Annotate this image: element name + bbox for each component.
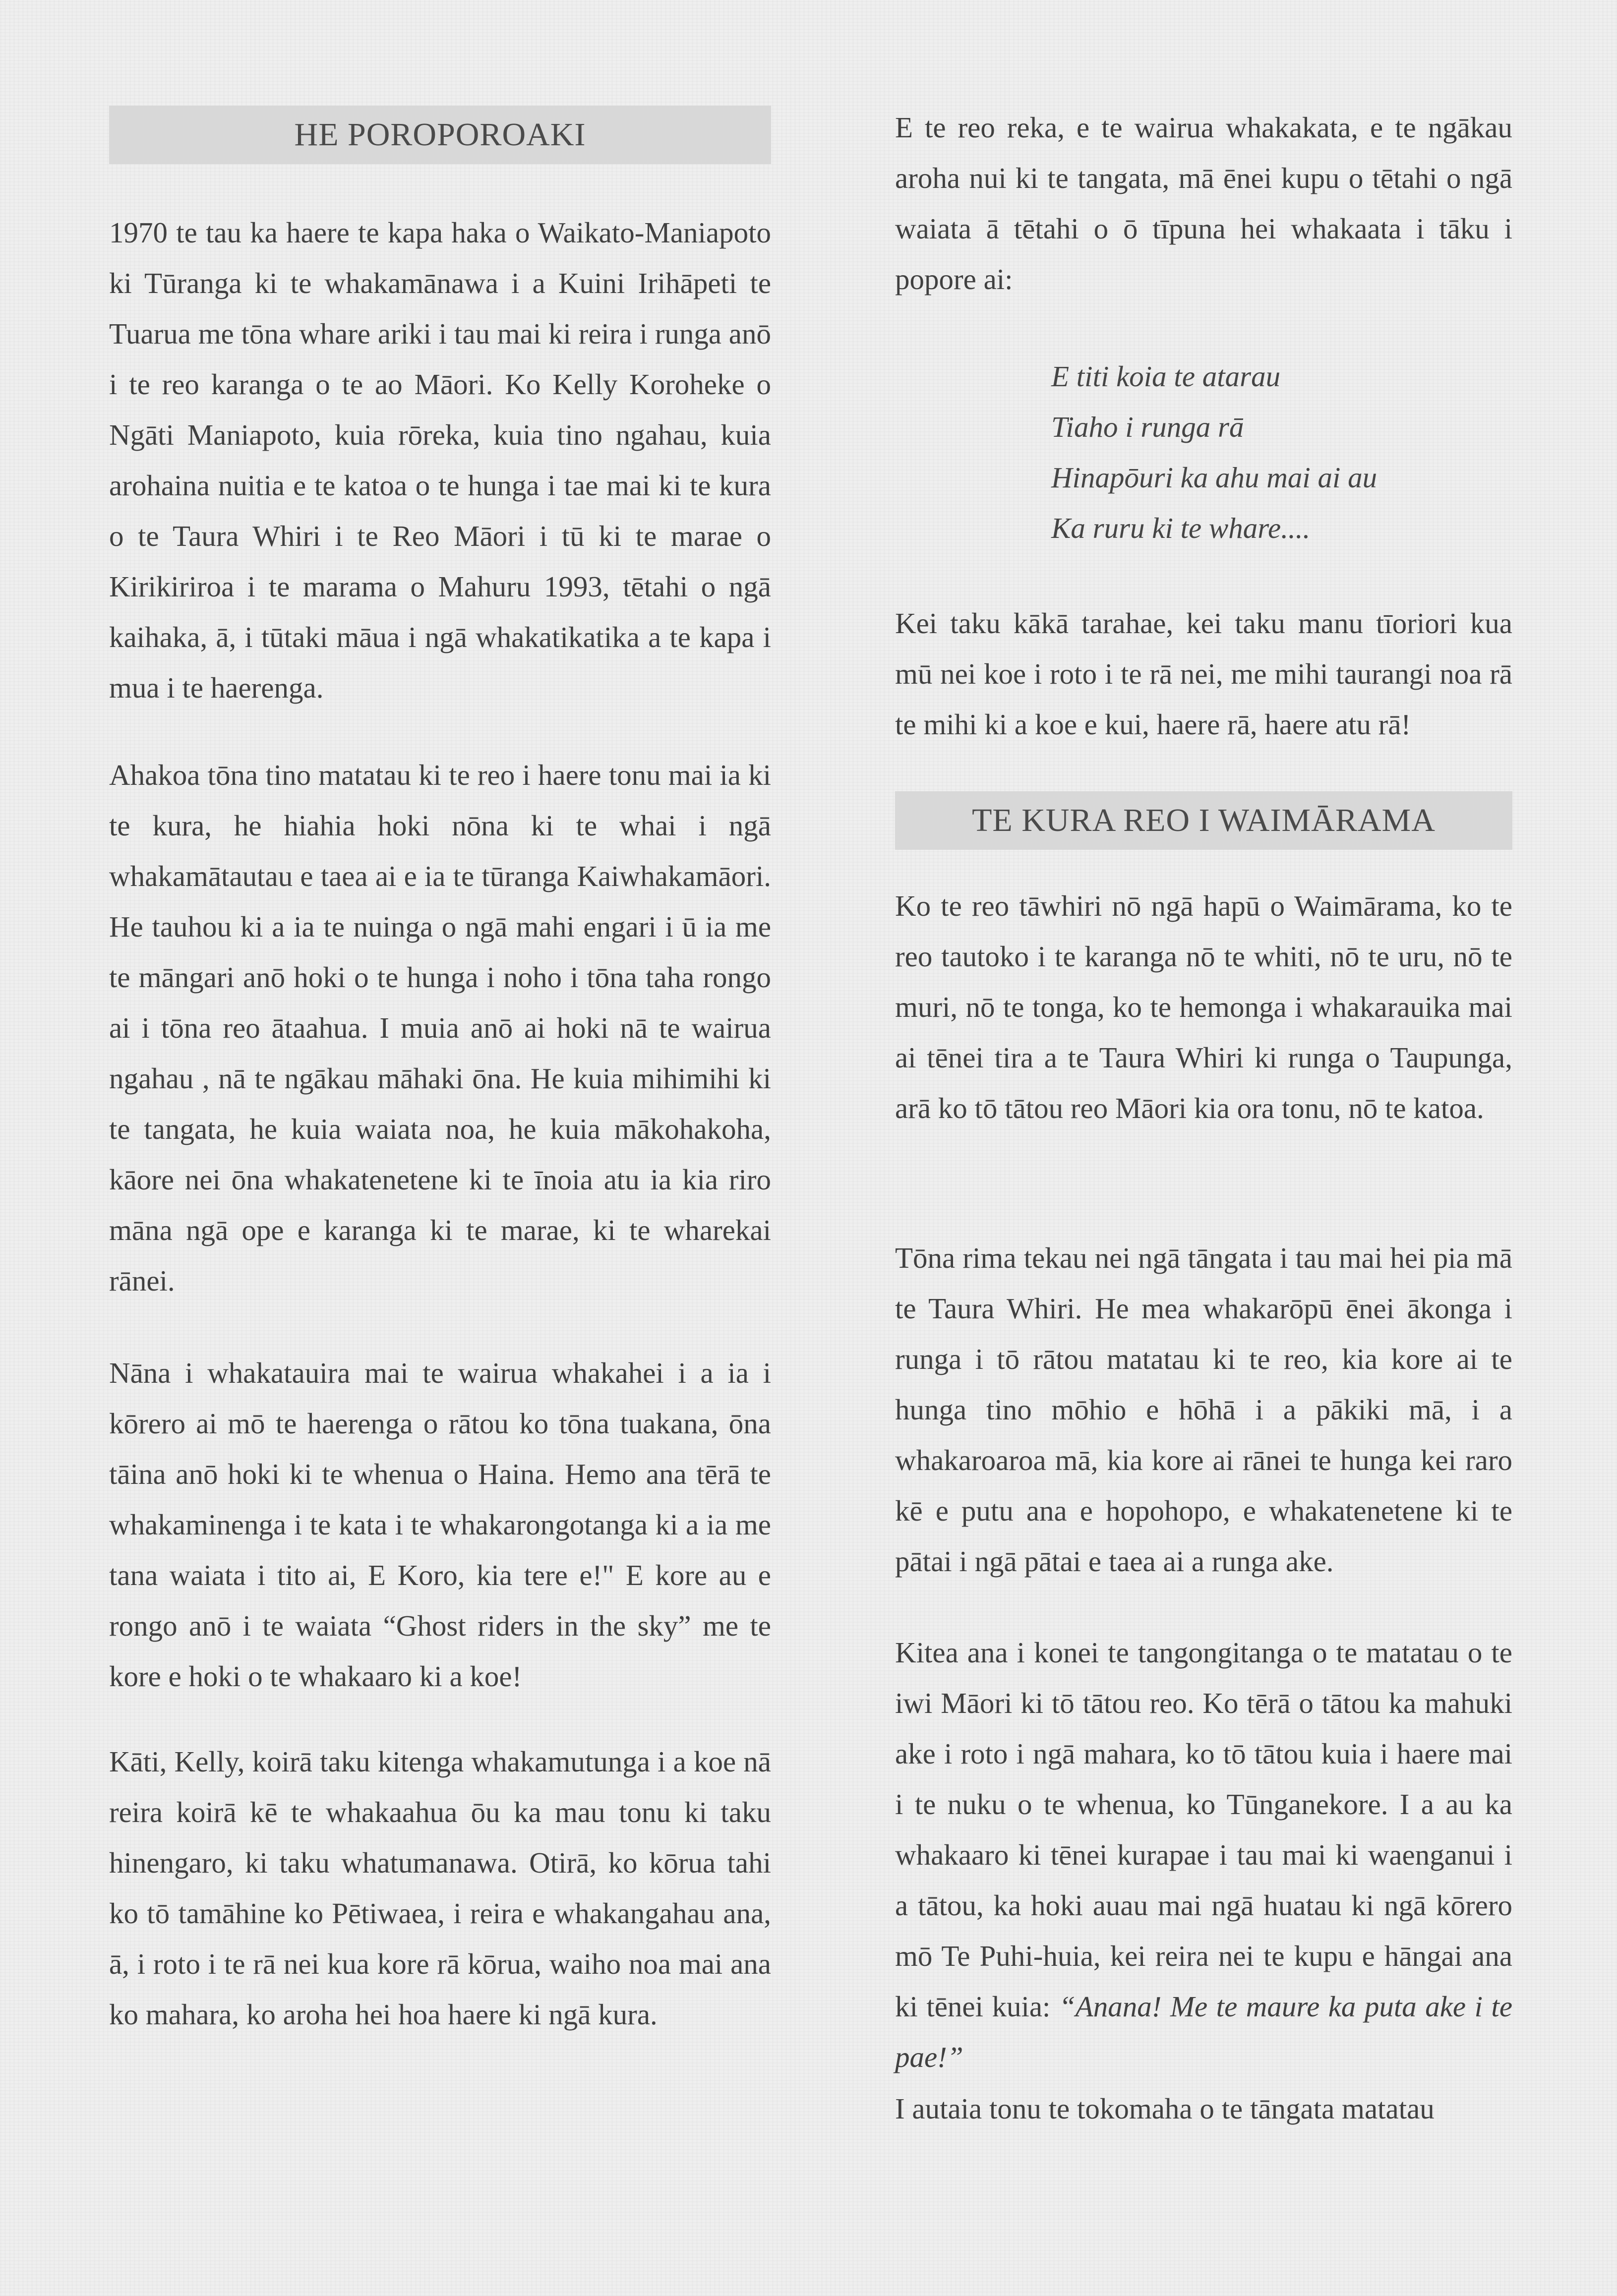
paragraph: Ahakoa tōna tino matatau ki te reo i haere tonu mai ia ki te kura, he hiahia hoki nōna ki te whai i ngā whakamātautau e taea ai e ia te tūranga Kaiwhakamāori. He tauhou ki a ia te nuinga o ngā mahi engari i ū ia me te māngari anō hoki o te hunga i noho i tōna taha rongo ai i tōna reo ātaahua. I muia anō ai hoki nā te wairua ngahau , nā te ngākau māhaki ōna. He kuia mihimihi ki te tangata, he kuia waiata noa, he kuia mākohakoha, kāore nei ōna whakatenetene ki te īnoia atu ia kia riro māna ngā ope e karanga ki te marae, ki te wharekai rānei.: [109, 759, 771, 1297]
paragraph: Ko te reo tāwhiri nō ngā hapū o Waimārama, ko te reo tautoko i te karanga nō te whiti, nō te uru, nō te muri, nō te tonga, ko te hemonga i whakarauika mai ai tēnei tira a te Taura Whiri ki runga o Taupunga, arā ko tō tātou reo Māori kia ora tonu, nō te katoa.: [895, 889, 1512, 1124]
paragraph: Tōna rima tekau nei ngā tāngata i tau mai hei pia mā te Taura Whiri. He mea whakarōpū ēnei ākonga i runga i tō rātou matatau ki te reo, kia kore ai te hunga tino mōhio e hōhā i a pākiki mā, i a whakaroaroa mā, kia kore ai rānei te hunga kei raro kē e putu ana e hopohopo, e whakatenetene ki te pātai i ngā pātai e taea ai a runga ake.: [895, 1241, 1512, 1578]
poem-line: Ka ruru ki te whare....: [1051, 512, 1311, 544]
section-heading-poroporoaki: HE POROPOROAKI: [109, 106, 771, 164]
poem-verse: [1051, 351, 1497, 553]
paragraph: [895, 1627, 1512, 2082]
paragraph-text: Kitea ana i konei te tangongitanga o te matatau o te iwi Māori ki tō tātou reo. Ko tērā o tātou ka mahuki ake i roto i ngā mahara, ko tō tātou kuia i haere mai i te nuku o te whenua, ko Tūnganekore. I a au ka whakaaro ki tēnei kurapae i tau mai ki waenganui i a tātou, ka hoki auau mai ngā huatau ki ngā kōrero mō Te Puhi-huia, kei reira nei te kupu e hāngai ana ki tēnei kuia:: [895, 1636, 1512, 2023]
paragraph: Kei taku kākā tarahae, kei taku manu tīoriori kua mū nei koe i roto i te rā nei, me mihi taurangi noa rā te mihi ki a koe e kui, haere rā, haere atu rā!: [895, 607, 1512, 741]
paragraph: E te reo reka, e te wairua whakakata, e te ngākau aroha nui ki te tangata, mā ēnei kupu o tētahi o ngā waiata ā tētahi o ō tīpuna hei whakaata i tāku i popore ai:: [895, 111, 1512, 295]
paragraph: I autaia tonu te tokomaha o te tāngata matatau: [895, 2092, 1435, 2125]
poem-line: E titi koia te atarau: [1051, 360, 1281, 393]
paragraph: Nāna i whakatauira mai te wairua whakahei i a ia i kōrero ai mō te haerenga o rātou ko tōna tuakana, ōna tāina anō hoki ki te whenua o Haina. Hemo ana tērā te whakaminenga i te kata i te whakarongotanga ki a ia me tana waiata i tito ai, E Koro, kia tere e!" E kore au e rongo anō i te waiata “Ghost riders in the sky” me te kore e hoki o te whakaaro ki a koe!: [109, 1356, 771, 1693]
poem-line: Hinapōuri ka ahu mai ai au: [1051, 461, 1377, 494]
paragraph: 1970 te tau ka haere te kapa haka o Waikato-Maniapoto ki Tūranga ki te whakamānawa i a Kuini Irihāpeti te Tuarua me tōna whare ariki i tau mai ki reira i runga anō i te reo karanga o te ao Māori. Ko Kelly Koroheke o Ngāti Maniapoto, kuia rōreka, kuia tino ngahau, kuia arohaina nuitia e te katoa o te hunga i tae mai ki te kura o te Taura Whiri i te Reo Māori i tū ki te marae o Kirikiriroa i te marama o Mahuru 1993, tētahi o ngā kaihaka, ā, i tūtaki māua i ngā whakatikatika a te kapa i mua i te haerenga.: [109, 216, 771, 704]
quote-text: “Anana! Me te maure ka puta ake i te pae!”: [895, 1990, 1513, 2073]
paragraph: Kāti, Kelly, koirā taku kitenga whakamutunga i a koe nā reira koirā kē te whakaahua ōu ka mau tonu ki taku hinengaro, ki taku whatumanawa. Otirā, ko kōrua tahi ko tō tamāhine ko Pētiwaea, i reira e whakangahau ana, ā, i roto i te rā nei kua kore rā kōrua, waiho noa mai ana ko mahara, ko aroha hei hoa haere ki ngā kura.: [109, 1745, 771, 2031]
poem-line: Tiaho i runga rā: [1051, 411, 1244, 443]
section-heading-kura-reo: TE KURA REO I WAIMĀRAMA: [895, 791, 1512, 850]
